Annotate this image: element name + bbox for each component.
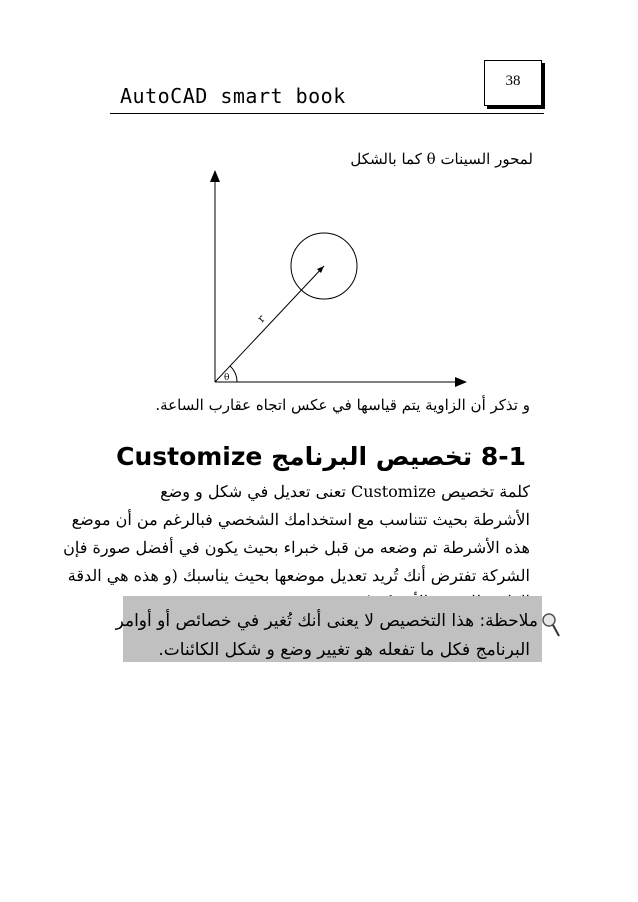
- note-line-2: البرنامج فكل ما تفعله هو تغيير وضع و شكل الكائنات.: [158, 640, 530, 660]
- section-heading: 8-1 تخصيص البرنامج Customize: [116, 442, 526, 471]
- book-title: AutoCAD smart book: [120, 84, 346, 108]
- note-line-1: ملاحظة: هذا التخصيص لا يعنى أنك تُغير في خصائص أو أوامر: [115, 611, 538, 631]
- theta-label: θ: [224, 373, 230, 383]
- angle-arc: [230, 366, 237, 382]
- paragraph-line: الشركة تفترض أنك تُريد تعديل موضعها بحيث يناسبك (و هذه هي الدقة: [67, 566, 530, 585]
- angle-diagram: [0, 0, 638, 400]
- paragraph-line: هذه الأشرطة تم وضعه من قبل خبراء بحيث يكون في أفضل صورة فإن: [63, 538, 530, 557]
- x-axis-arrowhead: [455, 377, 467, 387]
- paragraph-line: كلمة تخصيص Customize تعنى تعديل في شكل و وضع: [160, 482, 530, 501]
- paragraph-line: الأشرطة بحيث تتناسب مع استخدامك الشخصي فبالرغم من أن موضع: [71, 510, 530, 529]
- radius-line: [215, 266, 324, 382]
- y-axis-arrowhead: [210, 170, 220, 182]
- page-number: 38: [505, 73, 521, 89]
- magnifier-icon: [540, 612, 562, 638]
- radius-label: r: [254, 312, 268, 326]
- intro-text: لمحور السينات θ كما بالشكل: [350, 150, 533, 168]
- figure-caption: و تذكر أن الزاوية يتم قياسها في عكس اتجاه عقارب الساعة.: [155, 396, 530, 414]
